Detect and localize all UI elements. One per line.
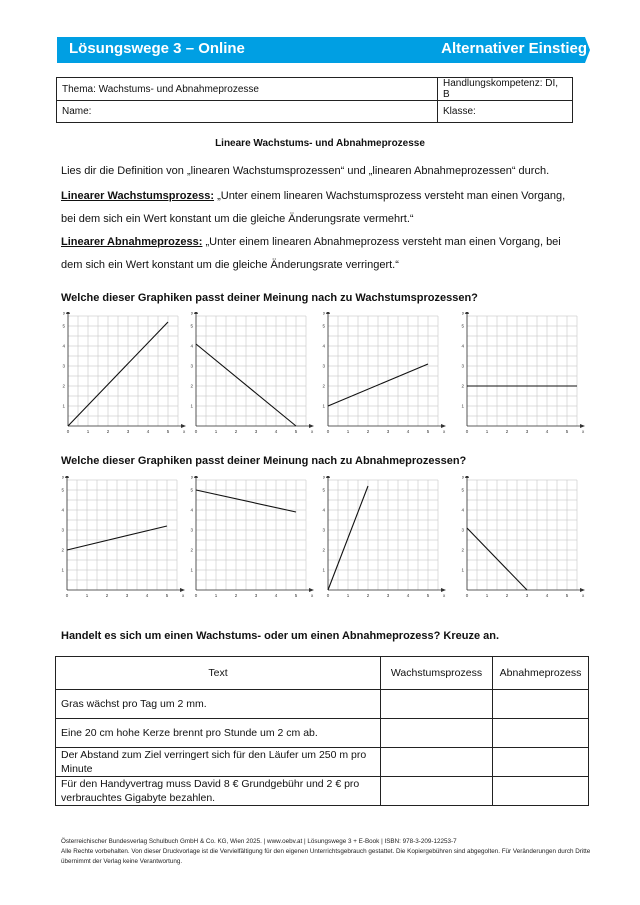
definition-growth-label: Linearer Wachstumsprozess:: [61, 190, 215, 202]
x-tick-label: 2: [505, 429, 509, 434]
x-tick-label: 4: [545, 429, 549, 434]
y-tick-label: 4: [322, 507, 325, 513]
x-tick-label: 2: [234, 593, 238, 598]
y-tick-label: 2: [461, 547, 464, 553]
y-tick-label: 5: [61, 487, 64, 493]
question-decay: Welche dieser Graphiken passt deiner Meinung nach zu Abnahmeprozessen?: [61, 455, 467, 467]
x-tick-label: 3: [386, 593, 390, 598]
header-decay: Abnahmeprozess: [493, 657, 589, 690]
y-tick-label: 2: [190, 383, 193, 389]
y-axis-arrow: [465, 476, 469, 478]
x-tick-label: 4: [274, 429, 278, 434]
competence-cell: Handlungskompetenz: DI, B: [438, 78, 573, 101]
header-text: Text: [56, 657, 381, 690]
y-tick-label: 4: [190, 507, 193, 513]
x-axis-label: x: [443, 429, 446, 434]
header-left-title: Lösungswege 3 – Online: [69, 40, 245, 57]
page-title: Lineare Wachstums- und Abnahmeprozesse: [215, 138, 425, 149]
y-tick-label: 1: [190, 403, 193, 409]
x-tick-label: 0: [326, 593, 330, 598]
definition-growth: [61, 185, 581, 231]
x-tick-label: 5: [426, 429, 430, 434]
y-axis-label: y: [462, 476, 465, 479]
chart-4[interactable]: [457, 312, 585, 435]
x-tick-label: 3: [126, 429, 130, 434]
y-tick-label: 2: [61, 547, 64, 553]
chart-5[interactable]: [57, 476, 185, 599]
x-tick-label: 3: [386, 429, 390, 434]
definition-growth-text: „Unter einem linearen Wachstumsprozess versteht man einen Vorgang, bei dem sich ein Wert konstant um die gleiche Änderungsrate vermehrt.“: [61, 190, 566, 225]
table-row: [56, 748, 589, 777]
x-tick-label: 1: [86, 429, 90, 434]
y-axis-arrow: [194, 312, 198, 314]
footer-line-2: Alle Rechte vorbehalten. Von dieser Druckvorlage ist die Vervielfältigung für den eigenen Unterrichtsgebrauch gestattet. Die Kopiergebühren sind abgegolten. Für Veränderungen durch Dritte übernimmt der Verlag keine Verantwortung.: [61, 848, 591, 865]
y-tick-label: 4: [322, 343, 325, 349]
x-tick-label: 1: [214, 593, 218, 598]
y-tick-label: 1: [322, 403, 325, 409]
y-tick-label: 3: [62, 363, 65, 369]
x-tick-label: 0: [465, 593, 469, 598]
x-tick-label: 0: [194, 429, 198, 434]
row-text: Für den Handyvertrag muss David 8 € Grundgebühr und 2 € pro verbrauchtes Gigabyte bezahlen.: [56, 777, 381, 806]
y-axis-label: y: [63, 312, 66, 315]
y-tick-label: 4: [461, 343, 464, 349]
row-text: Gras wächst pro Tag um 2 mm.: [56, 690, 381, 719]
y-tick-label: 2: [461, 383, 464, 389]
x-axis-arrow: [180, 588, 185, 592]
y-axis-label: y: [462, 312, 465, 315]
y-tick-label: 3: [461, 527, 464, 533]
x-tick-label: 4: [274, 593, 278, 598]
x-tick-label: 0: [465, 429, 469, 434]
y-tick-label: 3: [322, 363, 325, 369]
y-tick-label: 3: [190, 363, 193, 369]
x-tick-label: 0: [65, 593, 69, 598]
y-tick-label: 5: [190, 323, 193, 329]
y-tick-label: 4: [461, 507, 464, 513]
x-axis-arrow: [441, 424, 446, 428]
x-tick-label: 2: [105, 593, 109, 598]
y-axis-arrow: [194, 476, 198, 478]
y-tick-label: 5: [461, 487, 464, 493]
x-tick-label: 1: [346, 593, 350, 598]
x-tick-label: 3: [254, 593, 258, 598]
header-growth: Wachstumsprozess: [381, 657, 493, 690]
y-tick-label: 2: [322, 547, 325, 553]
x-tick-label: 5: [165, 593, 169, 598]
y-tick-label: 5: [190, 487, 193, 493]
y-axis-label: y: [323, 476, 326, 479]
y-tick-label: 2: [190, 547, 193, 553]
y-tick-label: 1: [62, 403, 65, 409]
x-tick-label: 1: [214, 429, 218, 434]
y-tick-label: 3: [461, 363, 464, 369]
y-tick-label: 4: [190, 343, 193, 349]
x-axis-label: x: [182, 593, 185, 598]
x-tick-label: 1: [485, 593, 489, 598]
x-tick-label: 2: [366, 429, 370, 434]
footer: [61, 837, 591, 867]
x-tick-label: 0: [66, 429, 70, 434]
growth-checkbox-cell[interactable]: [381, 748, 493, 777]
y-tick-label: 3: [322, 527, 325, 533]
x-axis-label: x: [311, 429, 314, 434]
row-text: Der Abstand zum Ziel verringert sich für den Läufer um 250 m pro Minute: [56, 748, 381, 777]
x-tick-label: 5: [294, 429, 298, 434]
chart-6[interactable]: [186, 476, 314, 599]
question-classify: Handelt es sich um einen Wachstums- oder um einen Abnahmeprozess? Kreuze an.: [61, 630, 500, 642]
y-tick-label: 5: [461, 323, 464, 329]
footer-line-1: Österreichischer Bundesverlag Schulbuch GmbH & Co. KG, Wien 2025. | www.oebv.at | Lösungswege 3 + E-Book | ISBN: 978-3-209-12253-7: [61, 838, 457, 845]
y-tick-label: 1: [190, 567, 193, 573]
x-tick-label: 4: [145, 593, 149, 598]
y-tick-label: 3: [190, 527, 193, 533]
y-tick-label: 5: [322, 323, 325, 329]
decay-checkbox-cell[interactable]: [493, 748, 589, 777]
y-tick-label: 2: [62, 383, 65, 389]
x-axis-label: x: [183, 429, 186, 434]
x-tick-label: 2: [366, 593, 370, 598]
definition-decay-text: „Unter einem linearen Abnahmeprozess versteht man einen Vorgang, bei dem sich ein Wert konstant um die gleiche Änderungsrate verringert.“: [61, 236, 561, 271]
x-axis-arrow: [309, 588, 314, 592]
x-tick-label: 2: [106, 429, 110, 434]
y-axis-arrow: [326, 312, 330, 314]
x-axis-arrow: [580, 588, 585, 592]
definition-decay-label: Linearer Abnahmeprozess:: [61, 236, 203, 248]
exercise-table: [55, 656, 589, 806]
growth-checkbox-cell[interactable]: [381, 690, 493, 719]
decay-checkbox-cell[interactable]: [493, 777, 589, 806]
y-axis-label: y: [323, 312, 326, 315]
question-growth: Welche dieser Graphiken passt deiner Meinung nach zu Wachstumsprozessen?: [61, 292, 478, 304]
y-axis-label: y: [62, 476, 65, 479]
growth-checkbox-cell[interactable]: [381, 777, 493, 806]
y-tick-label: 1: [461, 403, 464, 409]
x-tick-label: 4: [406, 593, 410, 598]
x-tick-label: 4: [146, 429, 150, 434]
y-tick-label: 1: [61, 567, 64, 573]
decay-checkbox-cell[interactable]: [493, 690, 589, 719]
x-tick-label: 3: [125, 593, 129, 598]
header-right-title: Alternativer Einstieg: [441, 40, 587, 57]
x-tick-label: 3: [525, 429, 529, 434]
y-axis-label: y: [191, 312, 194, 315]
y-tick-label: 2: [322, 383, 325, 389]
x-tick-label: 0: [194, 593, 198, 598]
row-text: Eine 20 cm hohe Kerze brennt pro Stunde um 2 cm ab.: [56, 719, 381, 748]
y-tick-label: 4: [62, 343, 65, 349]
x-tick-label: 5: [565, 593, 569, 598]
chart-1[interactable]: [58, 312, 186, 435]
x-tick-label: 1: [85, 593, 89, 598]
x-tick-label: 2: [505, 593, 509, 598]
growth-checkbox-cell[interactable]: [381, 719, 493, 748]
name-cell[interactable]: Name:: [57, 101, 438, 123]
x-tick-label: 2: [234, 429, 238, 434]
x-tick-label: 3: [254, 429, 258, 434]
chart-7[interactable]: [318, 476, 446, 599]
x-tick-label: 5: [294, 593, 298, 598]
info-table: [56, 77, 573, 123]
x-tick-label: 4: [545, 593, 549, 598]
x-axis-arrow: [441, 588, 446, 592]
x-tick-label: 3: [525, 593, 529, 598]
x-tick-label: 5: [426, 593, 430, 598]
x-tick-label: 0: [326, 429, 330, 434]
y-axis-arrow: [65, 476, 69, 478]
y-tick-label: 1: [461, 567, 464, 573]
intro-text: Lies dir die Definition von „linearen Wachstumsprozessen“ und „linearen Abnahmeprozessen“ durch.: [61, 165, 550, 177]
y-axis-label: y: [191, 476, 194, 479]
table-row: [56, 690, 589, 719]
y-axis-arrow: [66, 312, 70, 314]
chart-3[interactable]: [318, 312, 446, 435]
x-axis-label: x: [311, 593, 314, 598]
chart-2[interactable]: [186, 312, 314, 435]
decay-checkbox-cell[interactable]: [493, 719, 589, 748]
chart-8[interactable]: [457, 476, 585, 599]
table-row: [56, 719, 589, 748]
y-axis-arrow: [465, 312, 469, 314]
y-tick-label: 1: [322, 567, 325, 573]
x-axis-label: x: [582, 429, 585, 434]
y-tick-label: 3: [61, 527, 64, 533]
y-tick-label: 4: [61, 507, 64, 513]
topic-cell: Thema: Wachstums- und Abnahmeprozesse: [57, 78, 438, 101]
x-tick-label: 5: [166, 429, 170, 434]
y-tick-label: 5: [322, 487, 325, 493]
definition-decay: [61, 231, 581, 277]
class-cell[interactable]: Klasse:: [438, 101, 573, 123]
x-tick-label: 5: [565, 429, 569, 434]
x-axis-label: x: [443, 593, 446, 598]
y-tick-label: 5: [62, 323, 65, 329]
x-axis-arrow: [309, 424, 314, 428]
x-tick-label: 1: [485, 429, 489, 434]
table-row: [56, 777, 589, 806]
x-axis-arrow: [580, 424, 585, 428]
x-axis-label: x: [582, 593, 585, 598]
x-tick-label: 4: [406, 429, 410, 434]
x-tick-label: 1: [346, 429, 350, 434]
y-axis-arrow: [326, 476, 330, 478]
